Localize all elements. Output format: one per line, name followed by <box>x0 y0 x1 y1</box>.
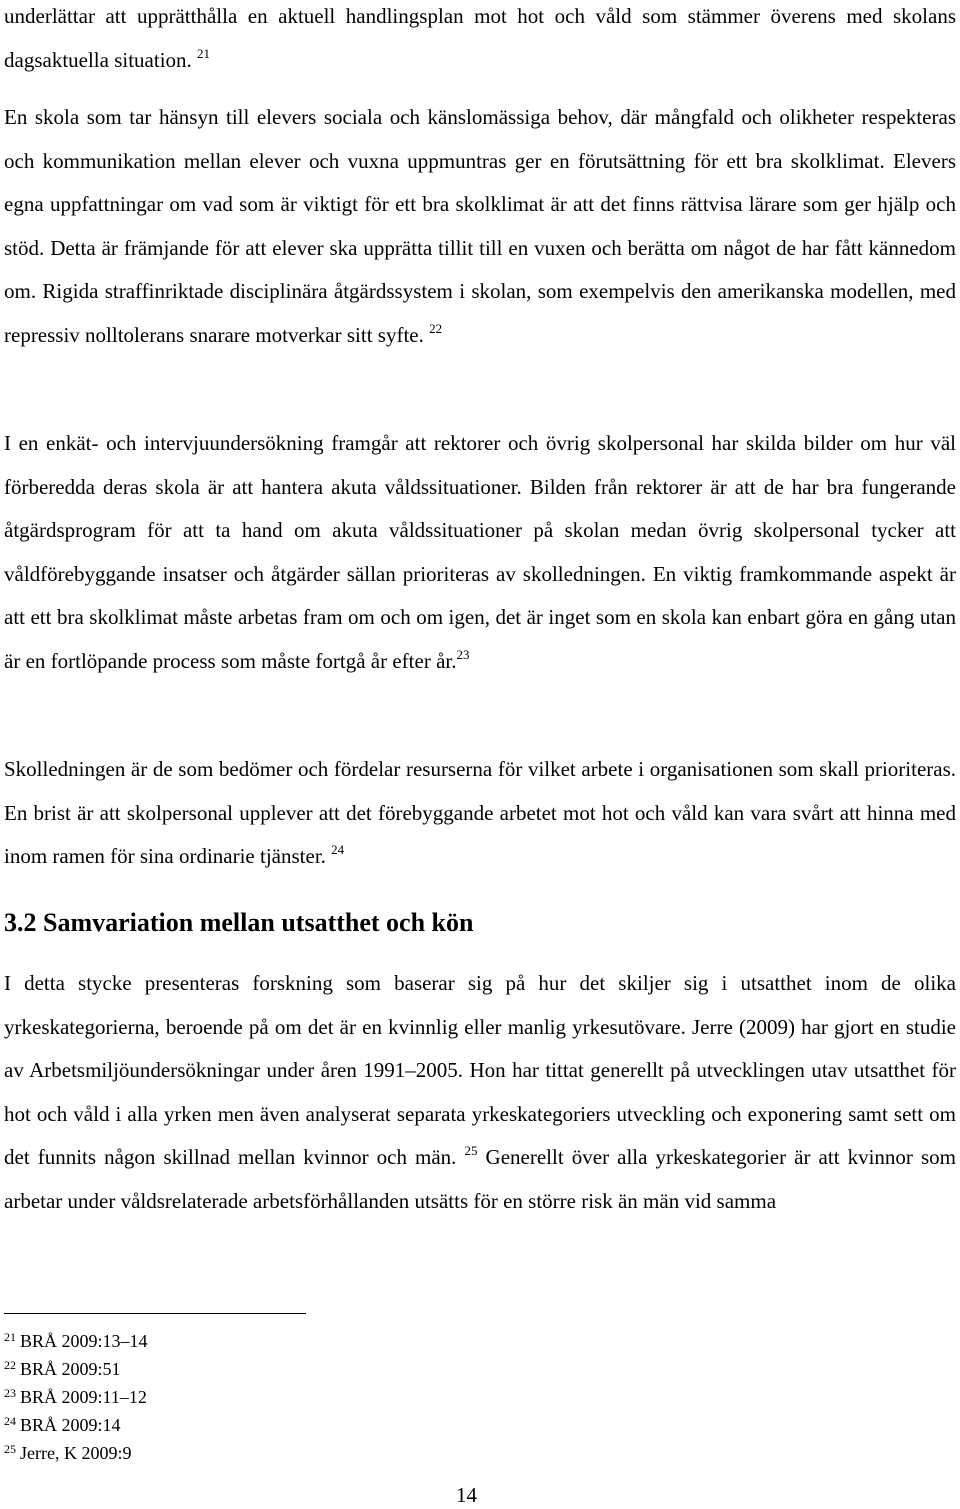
body-paragraph-2 <box>4 96 956 357</box>
footnote-reference: 21 <box>197 45 211 61</box>
footnote-22 <box>4 1351 148 1379</box>
footnote-text: Jerre, K 2009:9 <box>20 1443 132 1463</box>
footnote-text: BRÅ 2009:11–12 <box>20 1387 147 1407</box>
paragraph-text: En skola som tar hänsyn till elevers sociala och känslomässiga behov, där mångfald och olikheter respekteras och kommunikation mellan elever och vuxna uppmuntras ger en förutsättning för ett bra skolklimat. Elevers egna uppfattningar om vad som är viktigt för ett bra skolklimat är att det finns rättvisa lärare som ger hjälp och stöd. Detta är främjande för att elever ska upprätta tillit till en vuxen och berätta om något de har fått kännedom om. Rigida straffinriktade disciplinära åtgärdssystem i skolan, som exempelvis den amerikanska modellen, med repressiv nolltolerans snarare motverkar sitt syfte. <box>4 105 956 347</box>
page-number: 14 <box>456 1483 477 1507</box>
footnote-reference: 22 <box>429 320 443 336</box>
footnote-number: 22 <box>4 1358 16 1372</box>
document-page <box>4 0 956 1509</box>
footnote-number: 23 <box>4 1386 16 1400</box>
footnote-text: BRÅ 2009:13–14 <box>20 1331 148 1351</box>
footnote-23 <box>4 1379 148 1407</box>
footnote-21 <box>4 1323 148 1351</box>
paragraph-text: I en enkät- och intervjuundersökning framgår att rektorer och övrig skolpersonal har skilda bilder om hur väl förberedda deras skola är att hantera akuta våldssituationer. Bilden från rektorer är att de har bra fungerande åtgärdsprogram för att ta hand om akuta våldssituationer på skolan medan övrig skolpersonal tycker att våldförebyggande insatser och åtgärder sällan prioriteras av skolledningen. En viktig framkommande aspekt är att ett bra skolklimat måste arbetas fram om och om igen, det är inget som en skola kan enbart göra en gång utan är en fortlöpande process som måste fortgå år efter år. <box>4 431 956 673</box>
paragraph-text: I detta stycke presenteras forskning som baserar sig på hur det skiljer sig i utsatthet inom de olika yrkeskategorierna, beroende på om det är en kvinnlig eller manlig yrkesutövare. Jerre (2009) har gjort en studie av Arbetsmiljöundersökningar under åren 1991–2005. Hon har tittat generellt på utvecklingen utav utsatthet för hot och våld i alla yrken men även analyserat separata yrkeskategoriers utveckling och exponering samt sett om det funnits någon skillnad mellan kvinnor och män. <box>4 971 956 1169</box>
paragraph-text: Generellt över alla yrkeskategorier är att kvinnor som arbetar under våldsrelaterade arbetsförhållanden utsätts för en större risk än män vid samma <box>4 1145 956 1213</box>
body-paragraph-1 <box>4 0 956 82</box>
section-paragraph <box>4 962 956 1223</box>
body-paragraph-4 <box>4 748 956 879</box>
footnote-reference: 25 <box>464 1143 478 1158</box>
footnote-number: 21 <box>4 1330 16 1344</box>
footnote-25 <box>4 1435 148 1463</box>
footnote-text: BRÅ 2009:14 <box>20 1415 121 1435</box>
paragraph-text: Skolledningen är de som bedömer och fördelar resurserna för vilket arbete i organisationen som skall prioriteras. En brist är att skolpersonal upplever att det förebyggande arbetet mot hot och våld kan vara svårt att hinna med inom ramen för sina ordinarie tjänster. <box>4 757 956 868</box>
section-heading: 3.2 Samvariation mellan utsatthet och kön <box>4 908 474 937</box>
footnote-separator <box>4 1313 306 1314</box>
footnote-reference: 24 <box>331 842 345 857</box>
footnote-reference: 23 <box>456 646 470 662</box>
footnote-number: 24 <box>4 1414 16 1428</box>
body-paragraph-3 <box>4 422 956 683</box>
footnote-24 <box>4 1407 148 1435</box>
footnote-list <box>4 1323 148 1463</box>
footnote-text: BRÅ 2009:51 <box>20 1359 121 1379</box>
paragraph-text: underlättar att upprätthålla en aktuell handlingsplan mot hot och våld som stämmer överens med skolans dagsaktuella situation. <box>4 4 956 72</box>
footnote-number: 25 <box>4 1442 16 1456</box>
